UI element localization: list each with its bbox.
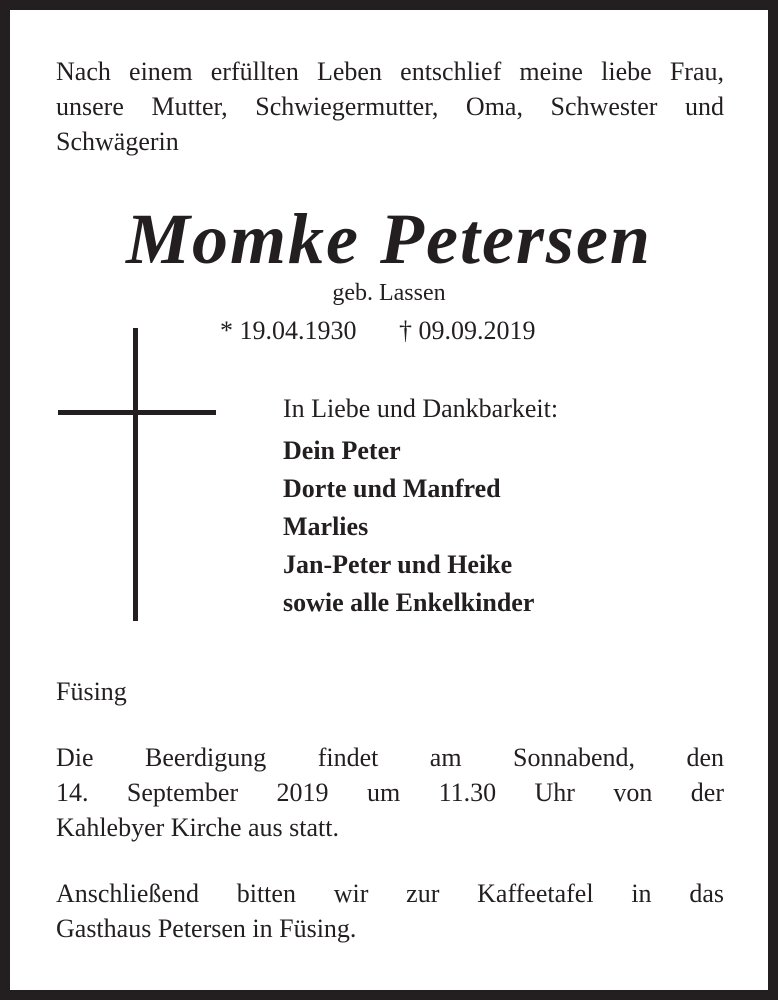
cross-horizontal	[58, 410, 216, 415]
intro-line: Nach einem erfüllten Leben entschlief meine liebe Frau,	[56, 57, 724, 86]
life-dates	[220, 316, 572, 346]
mourner: Dorte und Manfred	[283, 474, 501, 503]
death-date: † 09.09.2019	[399, 316, 536, 345]
mourner: sowie alle Enkelkinder	[283, 588, 535, 617]
maiden-name: geb. Lassen	[332, 280, 446, 306]
funeral-line: Kahlebyer Kirche aus statt.	[56, 813, 340, 842]
coffee-text	[56, 876, 724, 946]
birth-date: * 19.04.1930	[220, 316, 357, 345]
cross-vertical	[133, 328, 138, 621]
thanks-heading: In Liebe und Dankbarkeit:	[283, 394, 559, 423]
funeral-line: Die Beerdigung findet am Sonnabend, den	[56, 743, 724, 772]
funeral-line: 14. September 2019 um 11.30 Uhr von der	[56, 778, 724, 807]
funeral-text	[56, 740, 724, 845]
obituary-notice	[10, 10, 768, 990]
coffee-line: Gasthaus Petersen in Füsing.	[56, 914, 357, 943]
deceased-name: Momke Petersen	[126, 199, 652, 279]
intro-line: Schwägerin	[56, 127, 179, 156]
coffee-line: Anschließend bitten wir zur Kaffeetafel in das	[56, 879, 724, 908]
intro-line: unsere Mutter, Schwiegermutter, Oma, Schwester und	[56, 92, 724, 121]
mourner: Dein Peter	[283, 436, 401, 465]
mourner: Marlies	[283, 512, 369, 541]
mourner: Jan-Peter und Heike	[283, 550, 513, 579]
mourners-block	[283, 390, 558, 622]
place: Füsing	[56, 677, 127, 706]
intro-text	[56, 54, 724, 159]
